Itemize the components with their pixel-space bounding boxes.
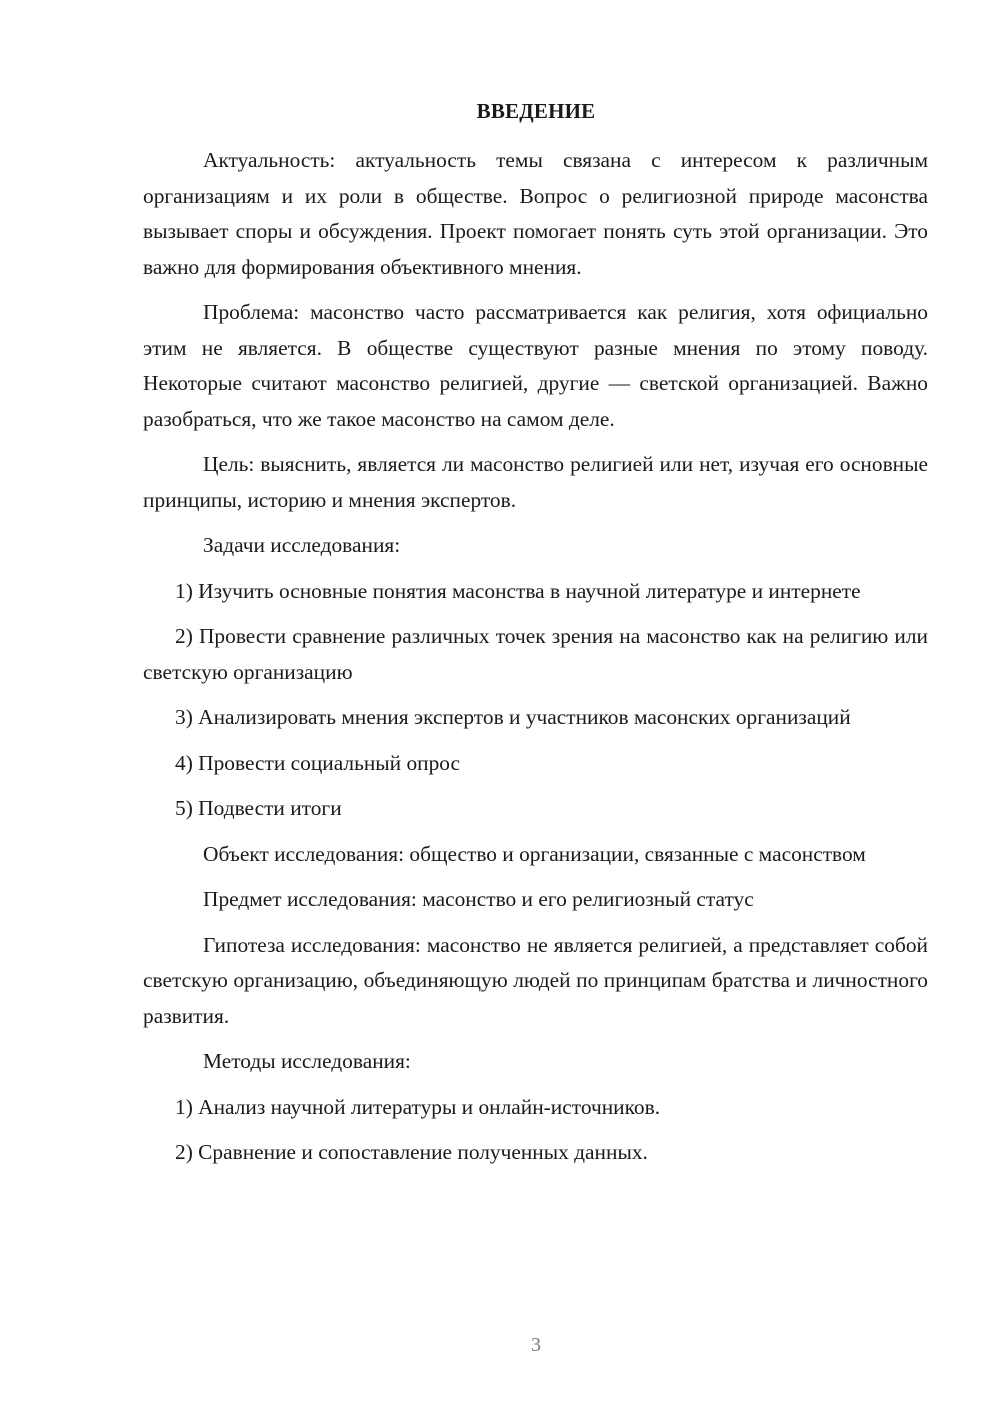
task-item: 2) Провести сравнение различных точек зрения на масонство как на религию или светскую организацию [143, 624, 928, 684]
research-subject-paragraph: Предмет исследования: масонство и его религиозный статус [203, 887, 754, 911]
task-item: 5) Подвести итоги [175, 796, 342, 820]
relevance-paragraph: Актуальность: актуальность темы связана с интересом к различным организациям и их роли в обществе. Вопрос о религиозной природе масонства вызывает споры и обсуждения. Проект помогает понять суть этой организации. Это важно для формирования объективного мнения. [143, 148, 928, 279]
task-item: 4) Провести социальный опрос [175, 750, 461, 775]
method-item: 2) Сравнение и сопоставление полученных данных. [175, 1140, 648, 1164]
task-item: 3) Анализировать мнения экспертов и участников масонских организаций [175, 705, 851, 729]
hypothesis-paragraph: Гипотеза исследования: масонство не является религией, а представляет собой светскую организацию, объединяющую людей по принципам братства и личностного развития. [143, 932, 928, 1028]
research-object-paragraph: Объект исследования: общество и организации, связанные с масонством [203, 841, 866, 866]
section-heading: ВВЕДЕНИЕ [476, 99, 596, 123]
problem-paragraph: Проблема: масонство часто рассматривается как религия, хотя официально этим не является. В обществе существуют разные мнения по этому поводу. Некоторые считают масонство религией, другие — светской организацией. Важно разобраться, что же такое масонство на самом деле. [143, 300, 928, 431]
document-body [143, 143, 928, 1181]
goal-paragraph: Цель: выяснить, является ли масонство религией или нет, изучая его основные принципы, историю и мнения экспертов. [143, 452, 928, 512]
methods-label: Методы исследования: [203, 1049, 411, 1073]
tasks-label: Задачи исследования: [203, 533, 401, 557]
method-item: 1) Анализ научной литературы и онлайн-источников. [175, 1094, 661, 1119]
task-item: 1) Изучить основные понятия масонства в научной литературе и интернете [175, 578, 861, 603]
page-number: 3 [531, 1334, 541, 1356]
